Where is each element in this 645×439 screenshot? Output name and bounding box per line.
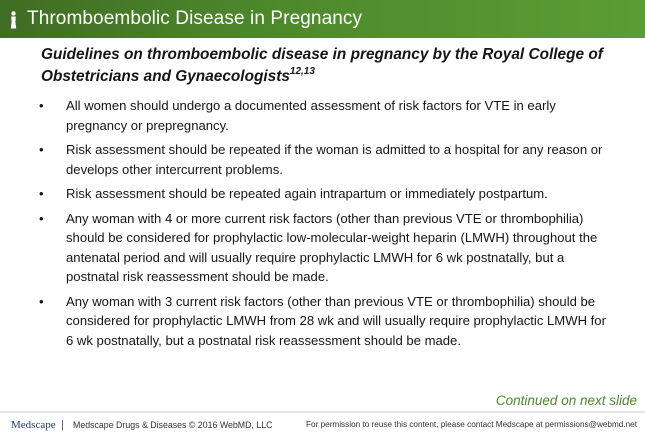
bullet-text: Risk assessment should be repeated if the woman is admitted to a hospital for any reason or develops other intercurrent problems.: [66, 142, 603, 177]
bullet-marker: •: [39, 210, 44, 226]
bullet-text: Any woman with 3 current risk factors (other than previous VTE or thrombophilia) should be considered for prophylactic LMWH from 28 wk and will usually require prophylactic LMWH for 6 wk postnatally, but a postnatal risk reassessment should be made.: [66, 293, 606, 348]
footer-separator: |: [61, 419, 64, 431]
bullet-text: All women should undergo a documented assessment of risk factors for VTE in early pregnancy or prepregnancy.: [66, 98, 556, 133]
bullet-item: [0, 140, 645, 179]
bullet-item: [0, 209, 645, 287]
bullet-list: [0, 96, 645, 355]
slide-subtitle: [41, 44, 621, 88]
subtitle-text: Guidelines on thromboembolic disease in pregnancy by the Royal College of Obstetricians and Gynaecologists: [41, 46, 603, 85]
copyright-text: Medscape Drugs & Diseases © 2016 WebMD, LLC: [73, 420, 273, 430]
bullet-item: [0, 96, 645, 135]
person-silhouette-icon: [9, 11, 18, 29]
slide-title: Thromboembolic Disease in Pregnancy: [27, 8, 363, 29]
slide-footer: [0, 413, 645, 439]
bullet-marker: •: [39, 98, 44, 113]
bullet-marker: •: [39, 142, 44, 157]
bullet-marker: •: [39, 293, 44, 309]
continued-note: Continued on next slide: [495, 393, 637, 408]
bullet-item: [0, 292, 645, 351]
bullet-text: Any woman with 4 or more current risk factors (other than previous VTE or thrombophilia) should be considered for prophylactic low-molecular-weight heparin (LMWH) throughout the antenatal period and will usually require prophylactic LMWH for 6 wk postnatally, but a postnatal risk reassessment should be made.: [66, 210, 598, 284]
bullet-text: Risk assessment should be repeated again intrapartum or immediately postpartum.: [66, 186, 548, 201]
permission-text: For permission to reuse this content, please contact Medscape at permissions@webmd.net: [306, 420, 637, 429]
bullet-item: [0, 184, 645, 204]
slide-header: [0, 0, 645, 38]
reference-superscript: 12,13: [289, 65, 315, 77]
bullet-marker: •: [39, 186, 44, 201]
medscape-logo: Medscape: [11, 419, 56, 431]
